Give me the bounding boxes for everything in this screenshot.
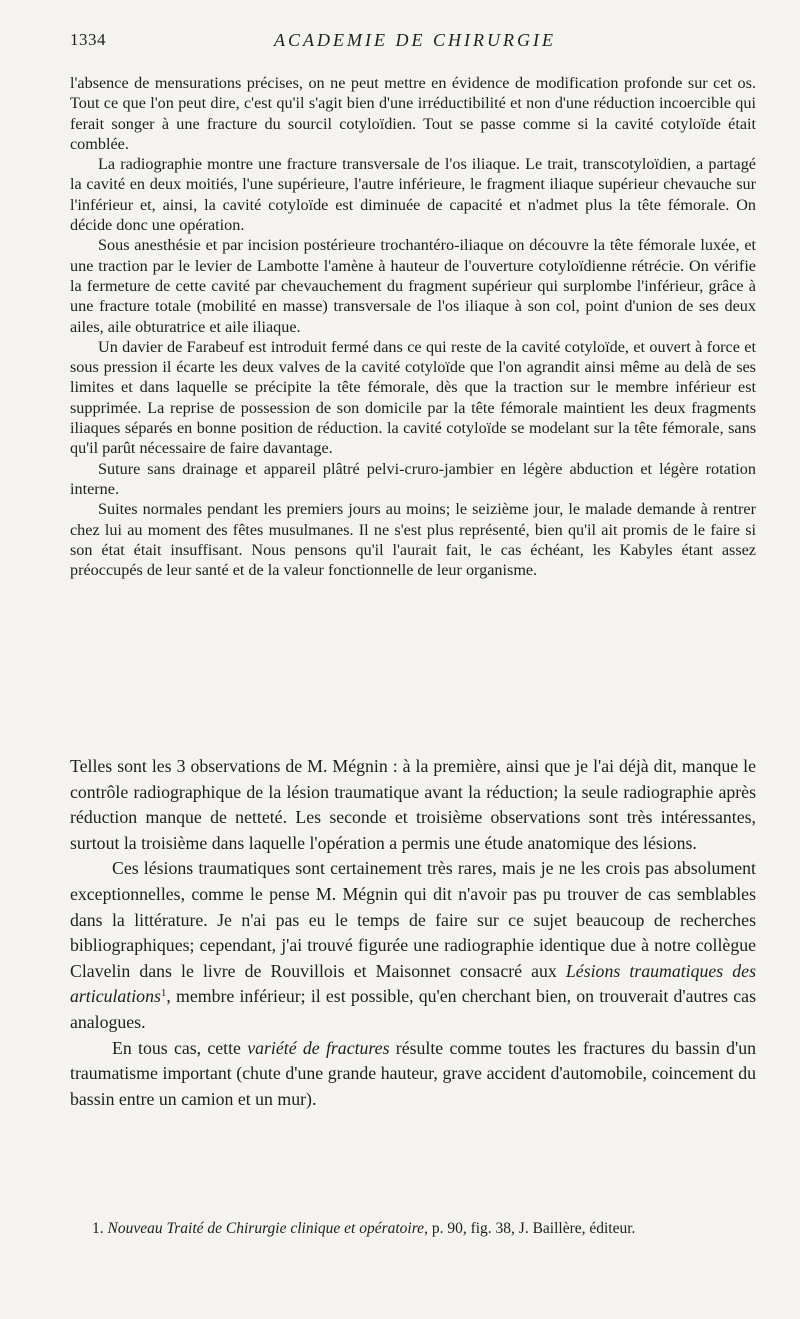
discussion-paragraph-2-end: , membre inférieur; il est possible, qu'en cherchant bien, on trouverait d'autres cas analogues. [70, 986, 756, 1032]
footnote-ref: 1 [160, 987, 167, 1000]
observation-paragraph-3: Sous anesthésie et par incision postérieure trochantéro-iliaque on découvre la tête fémorale luxée, et une traction par le levier de Lambotte l'amène à hauteur de l'ouverture cotyloïdienne rétrécie. On vérifie la fermeture de cette cavité par chevauchement du fragment supérieur qui surplombe l'inférieur, grâce à une fracture totale (mobilité en masse) transversale de l'os iliaque à son col, point d'union de ses deux ailes, aile obturatrice et aile iliaque. [70, 236, 756, 336]
discussion-paragraph-1: Telles sont les 3 observations de M. Mégnin : à la première, ainsi que je l'ai déjà dit, manque le contrôle radiographique de la lésion traumatique avant la réduction; la seule radiographie après réduction manque de netteté. Les seconde et troisième observations sont très intéressantes, surtout la troisième dans laquelle l'opération a permis une étude anatomique des lésions. [70, 756, 756, 853]
page-number: 1334 [70, 30, 106, 49]
observation-paragraph-1: l'absence de mensurations précises, on ne peut mettre en évidence de modification profonde sur cet os. Tout ce que l'on peut dire, c'est qu'il s'agit bien d'une irréductibilité et non d'une réduction incoercible qui ferait songer à une fracture du sourcil cotyloïdien. Tout se passe comme si la cavité cotyloïde était comblée. [70, 74, 756, 153]
footnote-rest: , p. 90, fig. 38, J. Baillère, éditeur. [424, 1220, 636, 1237]
observation-paragraph-4: Un davier de Farabeuf est introduit fermé dans ce qui reste de la cavité cotyloïde, et ouvert à force et sous pression il écarte les deux valves de la cavité cotyloïde que l'on agrandit ainsi même au delà de ses limites et dans laquelle se précipite la tête fémorale, dès que la traction sur le membre inférieur est supprimée. La reprise de possession de son domicile par la tête fémorale maintient les deux fragments iliaques séparés en bonne position de réduction. la cavité cotyloïde se modelant sur la tête fémorale, sans qu'il parût nécessaire de faire davantage. [70, 337, 756, 458]
observation-paragraph-6: Suites normales pendant les premiers jours au moins; le seizième jour, le malade demande à rentrer chez lui au moment des fêtes musulmanes. Il ne s'est plus représenté, bien qu'il ait promis de le faire si son état était insuffisant. Nous pensons qu'il l'aurait fait, le cas échéant, les Kabyles étant assez préoccupés de leur santé et de la valeur fonctionnelle de leur organisme. [70, 500, 756, 580]
footnote-title: Nouveau Traité de Chirurgie clinique et opératoire [107, 1220, 425, 1237]
page-header [70, 30, 760, 54]
observation-paragraph-2: La radiographie montre une fracture transversale de l'os iliaque. Le trait, transcotyloïdien, a partagé la cavité en deux moitiés, l'une supérieure, l'autre inférieure, le fragment iliaque supérieur chevauche sur l'inférieur et, ainsi, la cavité cotyloïde est diminuée de capacité et n'admet plus la tête fémorale. On décide donc une opération. [70, 155, 756, 235]
running-title: ACADEMIE DE CHIRURGIE [274, 30, 556, 50]
discussion-text [70, 754, 756, 1112]
discussion-paragraph-3 [70, 1036, 756, 1113]
discussion-paragraph-2 [70, 856, 756, 1035]
observation-text [70, 73, 756, 580]
fracture-variety: variété de fractures [247, 1037, 390, 1058]
discussion-paragraph-2-text: Ces lésions traumatiques sont certainement très rares, mais je ne les crois pas absolument exceptionnelles, comme le pense M. Mégnin qui dit n'avoir pas pu trouver de cas semblables dans la littérature. Je n'ai pas eu le temps de faire sur ce sujet beaucoup de recherches bibliographiques; cependant, j'ai trouvé figurée une radiographie identique due à notre collègue Clavelin dans le livre de Rouvillois et Maisonnet consacré aux [70, 858, 756, 981]
discussion-paragraph-3-text: En tous cas, cette [112, 1037, 248, 1058]
footnote-number: 1. [92, 1220, 104, 1237]
footnote [70, 1219, 756, 1239]
book-title: Lésions traumatiques des articulations [70, 960, 756, 1007]
discussion-paragraph-3-end: résulte comme toutes les fractures du bassin d'un traumatisme important (chute d'une grande hauteur, grave accident d'automobile, coincement du bassin entre un camion et un mur). [70, 1037, 757, 1109]
observation-paragraph-5: Suture sans drainage et appareil plâtré pelvi-cruro-jambier en légère abduction et légère rotation interne. [70, 459, 756, 498]
